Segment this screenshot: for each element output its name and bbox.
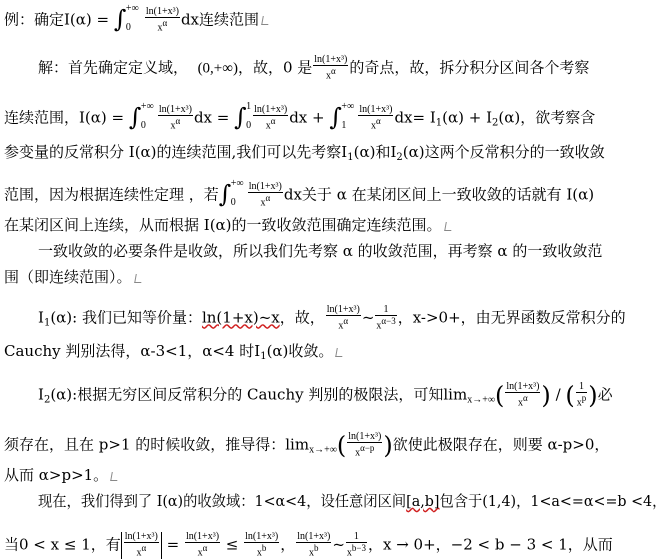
integral-sign: ∫ +∞ 0 [128,100,154,131]
solution-line-5: 在某闭区间上连续，从而根据 I(α)的一致收敛范围确定连续范围。 [4,218,452,233]
fraction: $\frac{\text{ln(1+x³)}}{x^b}$ [245,531,279,559]
i2-derivation: 须存在，且在 p>1 的时候收敛，推导得：$\lim_{x\to+\infty}$( $\frac{\text{ln(1+x³)}}{x^{\alpha-p}}$ )欲使此极限存在，则要 α-p>0， [4,431,610,460]
i1-analysis: $I_1(\alpha)$: 我们已知等价量：ln(1+x)~x，故， $\frac{\text{ln(1+x³)}}{x^\alpha}$ ~ $\frac{1}{x^{\alpha-3}}$ ，x->0+，由无界函数反常积分的 [38,304,626,332]
integral-sign: ∫ +∞ 0 [218,177,244,208]
problem-statement [4,2,269,34]
integral-sign: ∫ +∞ 0 [113,2,139,33]
paragraph-mark-icon [261,16,270,25]
fraction: $\frac{1}{x^{\alpha-3}}$ [376,304,396,332]
fraction: $\frac{\text{ln(1+x³)}}{x^{\alpha-p}}$ [348,431,382,459]
i2-analysis: $I_2(\alpha)$:根据无穷区间反常积分的 Cauchy 判别的极限法，可知$\lim_{x\to+\infty}$( $\frac{\text{ln(1+x³)}}{x^\alpha}$ ) / ( $\frac{1}{x^p}$ )必 [38,381,613,410]
fraction: $\frac{\text{ln(1+x³)}}{x^\alpha}$ [248,181,282,209]
solution-line-4: 范围，因为根据连续性定理 ，若∫ +∞ 0 $\frac{\text{ln(1+x³)}}{x^\alpha}$ dx关于 α 在某闭区间上一致收敛的话就有 I(α) [4,177,595,209]
fraction: $\frac{\text{ln(1+x³)}}{x^\alpha}$ [158,104,192,132]
text: dx连续范围 [180,10,260,29]
paragraph-mark-icon [444,222,453,231]
solution-line-1: 解：首先确定定义域， (0,+∞)，故，0 是 $\frac{\text{ln(1+x³)}}{x^\alpha}$ 的奇点，故，拆分积分区间各个考察 [38,54,590,82]
fraction: $\frac{\text{ln(1+x³)}}{x^\alpha}$ [314,54,348,82]
fraction: $\frac{\text{ln(1+x³)}}{x^\alpha}$ [254,104,288,132]
fraction: $\frac{1}{x^{b-3}}$ [346,531,366,559]
paragraph-2-line-1: 一致收敛的必要条件是收敛，所以我们先考察 α 的收敛范围，再考察 α 的一致收敛范 [38,242,603,260]
fraction: $\frac{\text{ln(1+x³)}}{x^\alpha}$ [185,531,220,559]
fraction: $\frac{\text{ln(1+x³)}}{x^\alpha}$ [145,6,179,34]
paragraph-2-line-2: 围（即连续范围）。 [4,270,142,285]
convergence-domain-line: 现在，我们得到了 I(α)的收敛域：1<α<4，设任意闭区间[a,b]包含于(1,4)，1<a<=α<=b <4， [38,492,667,510]
fraction: $\frac{\text{ln(1+x³)}}{x^\alpha}$ [326,304,360,332]
solution-line-2: 连续范围，I(α) = ∫ +∞ 0 $\frac{\text{ln(1+x³)}}{x^\alpha}$ dx = ∫ 1 0 $\frac{\text{ln(1+x³)}}{x^\alpha}$ dx + ∫ +∞ 1 $\frac{\text{ln(1+x³)}}{x^\alpha}$ $dx= I_1(\alpha) + I_2(\alpha)$，欲考察含 [4,100,596,132]
paragraph-mark-icon [134,274,143,283]
solution-line-3: 参变量的反常积分 I(α)的连续范围,我们可以先考察$I_1(\alpha)$和$I_2(\alpha)$这两个反常积分的一致收敛 [4,143,605,163]
i1-conclusion: Cauchy 判别法得，α-3<1，α<4 时$I_1(\alpha)$收敛。 [4,344,343,362]
integral-sign: ∫ +∞ 1 [329,100,355,131]
inequality-line: 当0 < x ≤ 1，有 $\frac{\text{ln(1+x³)}}{x^\alpha}$ = $\frac{\text{ln(1+x³)}}{x^\alpha}$ ≤ $\frac{\text{ln(1+x³)}}{x^b}$ ， $\frac{\text{ln(1+x³)}}{x^b}$ ~ $\frac{1}{x^{b-3}}$ ，x → 0+，−2 < b − 3 < 1，从而 [4,531,613,559]
text: 例：确定I(α) = [4,10,114,29]
integral-sign: ∫ 1 0 [234,100,252,131]
fraction: $\frac{\text{ln(1+x³)}}{x^\alpha}$ [359,104,393,132]
paragraph-mark-icon [336,348,345,357]
fraction: $\frac{1}{x^p}$ [576,381,587,409]
fraction: $\frac{\text{ln(1+x³)}}{x^\alpha}$ [124,531,158,559]
fraction: $\frac{\text{ln(1+x³)}}{x^b}$ [297,531,331,559]
paragraph-mark-icon [110,472,119,481]
i2-conclusion: 从而 α>p>1。 [4,468,118,483]
fraction: $\frac{\text{ln(1+x³)}}{x^\alpha}$ [506,381,540,409]
